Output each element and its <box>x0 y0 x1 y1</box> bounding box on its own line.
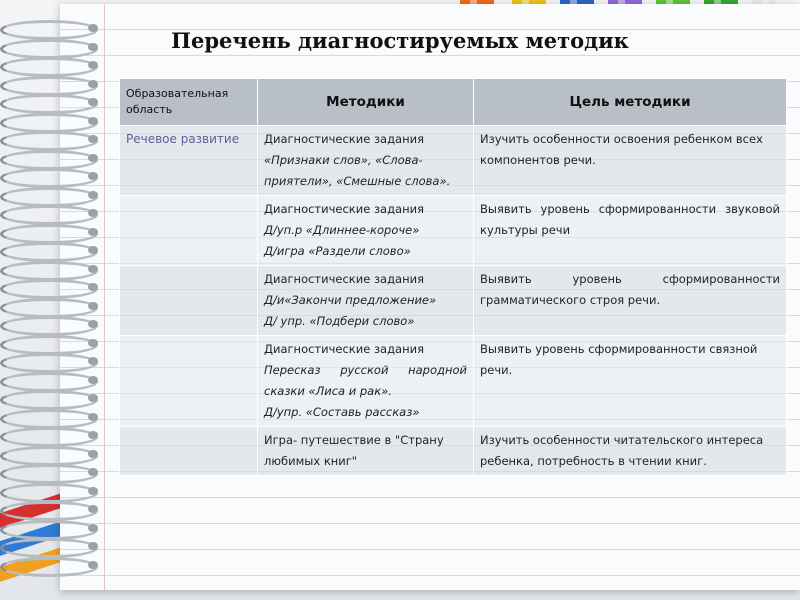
spiral-ring <box>0 557 98 577</box>
table-row <box>120 126 787 196</box>
spiral-ring <box>0 446 98 466</box>
spiral-ring <box>0 316 98 336</box>
spiral-ring <box>0 168 98 188</box>
methods-cell <box>258 336 474 427</box>
spiral-hole <box>88 302 98 310</box>
goal-cell: Выявить уровень сформированности связной речи. <box>474 336 787 427</box>
spiral-binding <box>0 20 110 580</box>
spiral-hole <box>88 283 98 291</box>
spiral-ring <box>0 464 98 484</box>
header-area <box>120 79 258 126</box>
methods-cell <box>258 266 474 336</box>
spiral-ring <box>0 94 98 114</box>
method-line: приятели», «Смешные слова». <box>264 174 451 188</box>
spiral-ring <box>0 242 98 262</box>
spiral-hole <box>88 172 98 180</box>
method-line: Диагностические задания <box>264 202 425 216</box>
method-line: Диагностические задания <box>264 272 425 286</box>
spiral-ring <box>0 57 98 77</box>
spiral-ring <box>0 150 98 170</box>
methods-cell <box>258 196 474 266</box>
table-row <box>120 336 787 427</box>
table-row <box>120 427 787 476</box>
method-line: Д/игра «Раздели слово» <box>264 244 411 258</box>
area-cell <box>120 427 258 476</box>
header-area-line-2: область <box>126 103 173 116</box>
spiral-hole <box>88 357 98 365</box>
table-header-row <box>120 79 787 126</box>
methods-cell <box>258 126 474 196</box>
spiral-hole <box>88 209 98 217</box>
spiral-hole <box>88 265 98 273</box>
spiral-ring <box>0 483 98 503</box>
area-cell <box>120 196 258 266</box>
spiral-hole <box>88 246 98 254</box>
spiral-ring <box>0 261 98 281</box>
spiral-ring <box>0 113 98 133</box>
method-line: «Признаки слов», «Слова- <box>264 153 423 167</box>
method-line: Д/и«Закончи предложение» <box>264 293 437 307</box>
spiral-hole <box>88 320 98 328</box>
spiral-hole <box>88 61 98 69</box>
method-line: Пересказ русской народной сказки «Лиса и рак». <box>264 363 467 398</box>
spiral-hole <box>88 339 98 347</box>
table-row <box>120 266 787 336</box>
methods-cell <box>258 427 474 476</box>
goal-cell: Изучить особенности освоения ребенком всех компонентов речи. <box>474 126 787 196</box>
spiral-ring <box>0 279 98 299</box>
spiral-hole <box>88 468 98 476</box>
spiral-hole <box>88 80 98 88</box>
spiral-hole <box>88 228 98 236</box>
slide-title: Перечень диагностируемых методик <box>171 28 629 53</box>
method-line: Д/ упр. «Подбери слово» <box>264 314 415 328</box>
spiral-ring <box>0 520 98 540</box>
spiral-hole <box>88 542 98 550</box>
spiral-hole <box>88 154 98 162</box>
spiral-hole <box>88 117 98 125</box>
header-area-line-1: Образовательная <box>126 87 229 101</box>
goal-cell: Выявить уровень сформированности звуковой культуры речи <box>474 196 787 266</box>
spiral-ring <box>0 187 98 207</box>
spiral-ring <box>0 131 98 151</box>
spiral-hole <box>88 376 98 384</box>
spiral-ring <box>0 501 98 521</box>
spiral-hole <box>88 561 98 569</box>
header-goal: Цель методики <box>474 79 787 126</box>
area-cell: Речевое развитие <box>120 126 258 196</box>
table-row <box>120 196 787 266</box>
spiral-ring <box>0 205 98 225</box>
spiral-hole <box>88 394 98 402</box>
method-line: Диагностические задания <box>264 132 425 146</box>
method-line: Д/уп.р «Длиннее-короче» <box>264 223 420 237</box>
spiral-hole <box>88 413 98 421</box>
spiral-ring <box>0 372 98 392</box>
method-line: Игра- путешествие в "Страну любимых книг" <box>264 433 444 468</box>
spiral-ring <box>0 335 98 355</box>
spiral-ring <box>0 390 98 410</box>
header-methods: Методики <box>258 79 474 126</box>
area-cell <box>120 336 258 427</box>
spiral-hole <box>88 487 98 495</box>
spiral-ring <box>0 224 98 244</box>
spiral-ring <box>0 76 98 96</box>
spiral-ring <box>0 538 98 558</box>
methods-table <box>119 78 787 476</box>
spiral-hole <box>88 191 98 199</box>
spiral-hole <box>88 505 98 513</box>
spiral-hole <box>88 450 98 458</box>
spiral-hole <box>88 98 98 106</box>
method-line: Д/упр. «Составь рассказ» <box>264 405 420 419</box>
spiral-ring <box>0 298 98 318</box>
method-line: Диагностические задания <box>264 342 425 356</box>
spiral-hole <box>88 135 98 143</box>
spiral-ring <box>0 427 98 447</box>
area-cell <box>120 266 258 336</box>
spiral-hole <box>88 431 98 439</box>
spiral-hole <box>88 524 98 532</box>
goal-cell: Изучить особенности читательского интереса ребенка, потребность в чтении книг. <box>474 427 787 476</box>
goal-cell: Выявить уровень сформированности грамматического строя речи. <box>474 266 787 336</box>
spiral-ring <box>0 353 98 373</box>
spiral-ring <box>0 409 98 429</box>
